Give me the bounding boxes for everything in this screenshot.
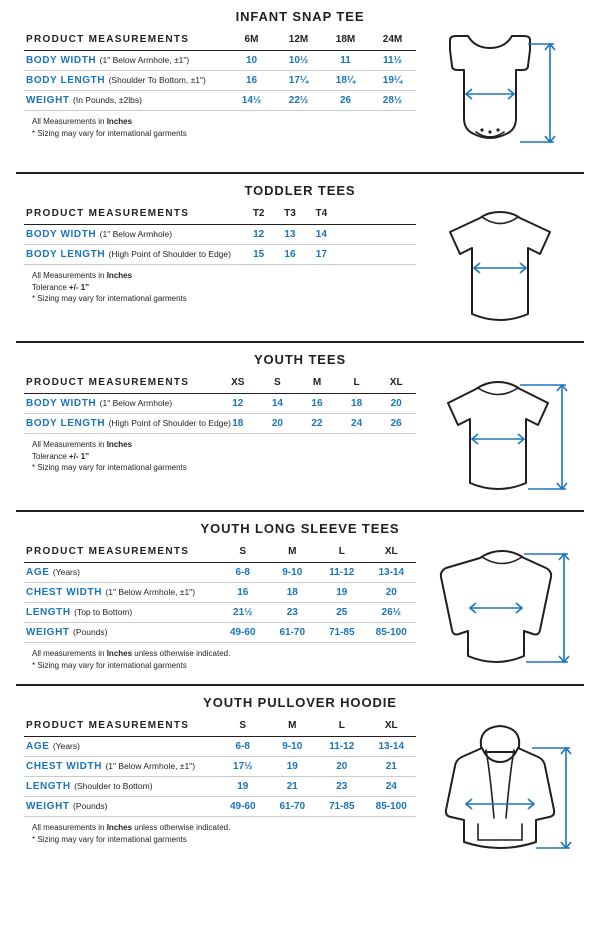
cell-value: 18: [232, 418, 244, 429]
footnotes: [24, 434, 416, 483]
cell-value: 9-10: [282, 741, 303, 752]
cell-value: 10½: [288, 55, 309, 66]
cell-value: 25: [336, 607, 348, 618]
table-row: [24, 91, 416, 111]
cell-value: 15: [253, 249, 265, 260]
table-row: [24, 563, 416, 583]
footnote-bold: Inches: [106, 649, 133, 658]
measurements-table-hoodie: [16, 716, 416, 854]
section-title: TODDLER TEES: [244, 183, 356, 198]
footnote-text: * Sizing may vary for international garments: [32, 834, 187, 844]
cell-value: 19: [336, 587, 348, 598]
header-product-measurements: PRODUCT MEASUREMENTS: [24, 373, 218, 394]
cell-value: 19: [286, 761, 298, 772]
garment-illustration-onesie: [416, 30, 584, 172]
header-size-xl: XL: [367, 542, 417, 563]
cell-value: 14: [271, 398, 283, 409]
header-product-measurements: PRODUCT MEASUREMENTS: [24, 30, 228, 51]
table-row: [24, 51, 416, 71]
cell-value: 18: [351, 398, 363, 409]
cell-value: 11-12: [329, 567, 355, 578]
cell-value: 14: [315, 229, 327, 240]
cell-value: 23: [286, 607, 298, 618]
length-measure-arrow: [545, 44, 555, 142]
table-row: [24, 245, 416, 265]
footnotes: [24, 817, 416, 854]
footnote-bold: +/- 1”: [68, 282, 90, 292]
cell-value: 9-10: [282, 567, 303, 578]
footnote-text: * Sizing may vary for international garments: [32, 128, 187, 138]
cell-value: 16: [245, 75, 258, 86]
length-measure-arrow: [557, 385, 567, 489]
row-label: BODY WIDTH: [26, 55, 97, 66]
row-note: (Shoulder To Bottom, ±1"): [108, 75, 206, 85]
cell-value: 13-14: [378, 741, 405, 752]
cell-value: 21: [385, 761, 397, 772]
row-label: BODY WIDTH: [26, 229, 97, 240]
table-row: [24, 583, 416, 603]
header-size-s: S: [218, 716, 268, 737]
row-label: BODY WIDTH: [26, 398, 97, 409]
header-size-6m: 6M: [228, 30, 275, 51]
table-row: [24, 225, 416, 245]
footnote-after: unless otherwise indicated.: [132, 649, 231, 658]
cell-value: 71-85: [328, 627, 355, 638]
garment-illustration-tee: [416, 373, 584, 510]
cell-value: 13-14: [378, 567, 405, 578]
cell-value: 20: [336, 761, 348, 772]
section-youth-long-sleeve-tees: [16, 510, 584, 684]
cell-value: 21½: [233, 607, 253, 618]
section-infant-snap-tee: [16, 0, 584, 172]
cell-value: 23: [336, 781, 348, 792]
table-header-row: [24, 542, 416, 563]
garment-illustration-tee: [416, 204, 584, 341]
header-size-xs: XS: [218, 373, 258, 394]
cell-value: 16: [284, 249, 296, 260]
header-product-measurements: PRODUCT MEASUREMENTS: [24, 542, 218, 563]
header-size-m: M: [297, 373, 337, 394]
row-note: (1" Below Armhole, ±1"): [105, 761, 196, 771]
section-youth-pullover-hoodie: [16, 684, 584, 868]
cell-value: 20: [385, 587, 397, 598]
header-size-12m: 12M: [275, 30, 322, 51]
cell-value: 11: [340, 55, 351, 66]
cell-value: 26: [339, 95, 352, 106]
row-label: CHEST WIDTH: [26, 761, 103, 772]
cell-value: 18¼: [335, 75, 356, 86]
footnote-text: All Measurements in: [32, 117, 107, 126]
cell-value: 19: [237, 781, 249, 792]
row-note: (Shoulder to Bottom): [74, 781, 153, 791]
measurements-table-long-sleeve: [16, 542, 416, 680]
row-note: (High Point of Shoulder to Edge): [108, 249, 231, 259]
table-header-row: [24, 373, 416, 394]
cell-value: 14½: [241, 95, 262, 106]
row-note: (Pounds): [73, 801, 108, 811]
row-label: WEIGHT: [26, 801, 70, 812]
cell-value: 28½: [382, 95, 403, 106]
cell-value: 49-60: [229, 801, 256, 812]
cell-value: 61-70: [279, 627, 306, 638]
garment-illustration-long-sleeve: [416, 542, 584, 684]
measurements-table-youth-tees: [16, 373, 416, 483]
header-size-t2: T2: [243, 204, 274, 225]
row-label: WEIGHT: [26, 627, 70, 638]
row-note: (Years): [52, 567, 80, 577]
row-label: LENGTH: [26, 607, 71, 618]
cell-value: 26½: [381, 607, 401, 618]
table-row: [24, 603, 416, 623]
table-row: [24, 414, 416, 434]
cell-value: 17½: [233, 761, 253, 772]
garment-illustration-hoodie: [416, 716, 584, 868]
header-size-t3: T3: [274, 204, 305, 225]
header-size-s: S: [258, 373, 298, 394]
footnote-bold: +/- 1”: [68, 451, 90, 461]
cell-value: 19¼: [382, 75, 403, 86]
cell-value: 24: [351, 418, 363, 429]
cell-value: 85-100: [375, 801, 407, 812]
cell-value: 18: [286, 587, 298, 598]
section-toddler-tees: [16, 172, 584, 341]
cell-value: 61-70: [279, 801, 306, 812]
section-youth-tees: [16, 341, 584, 510]
length-measure-arrow: [561, 748, 571, 848]
section-title: YOUTH LONG SLEEVE TEES: [200, 521, 400, 536]
table-header-row: [24, 716, 416, 737]
cell-value: 12: [253, 229, 265, 240]
header-size-24m: 24M: [369, 30, 416, 51]
footnote-text: All Measurements in: [32, 440, 107, 449]
measurements-table-infant: [16, 30, 416, 148]
footnote-bold: Inches: [106, 440, 133, 449]
row-note: (High Point of Shoulder to Edge): [108, 418, 231, 428]
cell-value: 85-100: [375, 627, 407, 638]
table-row: [24, 777, 416, 797]
footnote-text: * Sizing may vary for international garments: [32, 660, 187, 670]
header-product-measurements: PRODUCT MEASUREMENTS: [24, 204, 243, 225]
cell-value: 13: [284, 229, 296, 240]
cell-value: 22: [311, 418, 323, 429]
footnote-text: All measurements in: [32, 823, 107, 832]
row-label: CHEST WIDTH: [26, 587, 103, 598]
row-label: LENGTH: [26, 781, 71, 792]
footnotes: [24, 265, 416, 314]
table-row: [24, 737, 416, 757]
table-header-row: [24, 204, 416, 225]
footnote-text: * Sizing may vary for international garments: [32, 294, 187, 304]
cell-value: 17¼: [288, 75, 309, 86]
row-note: (Years): [52, 741, 80, 751]
cell-value: 10: [245, 55, 258, 66]
header-product-measurements: PRODUCT MEASUREMENTS: [24, 716, 218, 737]
header-size-l: L: [337, 373, 377, 394]
table-row: [24, 71, 416, 91]
footnote-text: All Measurements in: [32, 271, 107, 280]
row-note: (In Pounds, ±2lbs): [73, 95, 142, 105]
table-row: [24, 623, 416, 643]
row-note: (Top to Bottom): [74, 607, 133, 617]
cell-value: 21: [286, 781, 298, 792]
footnotes: [24, 643, 416, 680]
header-size-m: M: [268, 716, 318, 737]
row-label: WEIGHT: [26, 95, 70, 106]
cell-value: 16: [311, 398, 323, 409]
measurements-table-toddler: [16, 204, 416, 314]
table-header-row: [24, 30, 416, 51]
cell-value: 12: [232, 398, 244, 409]
header-size-18m: 18M: [322, 30, 369, 51]
header-size-m: M: [268, 542, 318, 563]
row-note: (1" Below Armhole): [99, 398, 173, 408]
footnote-bold: Inches: [106, 271, 133, 280]
header-size-l: L: [317, 542, 367, 563]
cell-value: 11-12: [329, 741, 355, 752]
table-row: [24, 394, 416, 414]
footnote-bold: Inches: [106, 823, 133, 832]
footnotes: [24, 111, 416, 148]
row-label: BODY LENGTH: [26, 418, 106, 429]
footnote-text: All measurements in: [32, 649, 107, 658]
cell-value: 26: [390, 418, 402, 429]
cell-value: 20: [271, 418, 283, 429]
header-size-xl: XL: [376, 373, 416, 394]
cell-value: 17: [315, 249, 327, 260]
header-size-xl: XL: [367, 716, 417, 737]
cell-value: 71-85: [328, 801, 355, 812]
footnote-bold: Inches: [106, 117, 133, 126]
cell-value: 20: [390, 398, 402, 409]
cell-value: 11½: [383, 55, 402, 66]
footnote-text: Tolerance: [32, 282, 69, 292]
row-label: AGE: [26, 741, 50, 752]
footnote-text: Tolerance: [32, 451, 69, 461]
header-size-l: L: [317, 716, 367, 737]
row-note: (Pounds): [73, 627, 108, 637]
length-measure-arrow: [559, 554, 569, 662]
footnote-after: unless otherwise indicated.: [132, 823, 231, 832]
section-title: YOUTH PULLOVER HOODIE: [203, 695, 397, 710]
table-row: [24, 797, 416, 817]
header-size-s: S: [218, 542, 268, 563]
row-note: (1" Below Armhole, ±1"): [105, 587, 196, 597]
table-row: [24, 757, 416, 777]
footnote-text: * Sizing may vary for international garments: [32, 463, 187, 473]
cell-value: 22½: [288, 95, 309, 106]
row-label: AGE: [26, 567, 50, 578]
row-label: BODY LENGTH: [26, 75, 106, 86]
cell-value: 16: [237, 587, 249, 598]
row-note: (1" Below Armhole, ±1"): [99, 55, 190, 65]
cell-value: 6-8: [235, 567, 250, 578]
cell-value: 6-8: [235, 741, 250, 752]
cell-value: 49-60: [229, 627, 256, 638]
section-title: INFANT SNAP TEE: [235, 9, 365, 24]
header-size-t4: T4: [306, 204, 337, 225]
section-title: YOUTH TEES: [253, 352, 347, 367]
cell-value: 24: [385, 781, 397, 792]
row-note: (1" Below Armhole): [99, 229, 173, 239]
row-label: BODY LENGTH: [26, 249, 106, 260]
